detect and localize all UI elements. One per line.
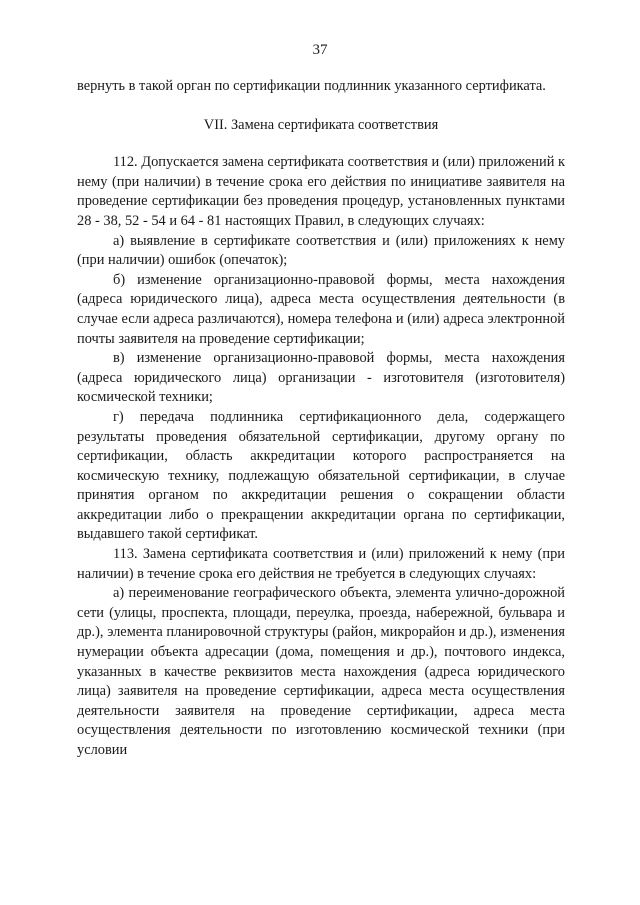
section-heading: VII. Замена сертификата соответствия: [203, 116, 439, 133]
clause-113: 113. Замена сертификата соответствия и (или) приложений к нему (при наличии) в течение срока его действия не требуется в следующих случаях:: [77, 546, 565, 582]
clause-112-g: г) передача подлинника сертификационного дела, содержащего результаты проведения обязательной сертификации, другому органу по сертификации, область аккредитации которого распространяется на космическую технику, подлежащую обязательной сертификации, в случае принятия органом по аккредитации решения о сокращении области аккредитации либо о прекращении аккредитации органа по сертификации, выдавшего такой сертификат.: [77, 408, 565, 543]
clause-113-a: а) переименование географического объекта, элемента улично-дорожной сети (улицы, проспекта, площади, переулка, проезда, набережной, бульвара и др.), элемента планировочной структуры (район, микрорайон и др.), изменения нумерации объекта адресации (дома, помещения и др.), почтового индекса, указанных в качестве реквизитов места нахождения (адреса юридического лица) заявителя на проведение сертификации, адреса места осуществления деятельности заявителя на проведение сертификации, адреса места осуществления деятельности по изготовлению космической техники (при условии: [77, 585, 565, 758]
page-number: 37: [312, 42, 328, 58]
clause-112-b: б) изменение организационно-правовой формы, места нахождения (адреса юридического лица), адреса места осуществления деятельности (в случае если адреса различаются), номера телефона и (или) адреса электронной почты заявителя на проведение сертификации;: [77, 271, 565, 347]
clause-112: 112. Допускается замена сертификата соответствия и (или) приложений к нему (при наличии) в течение срока его действия по инициативе заявителя на проведение сертификации без проведения процедур, установленных пунктами 28 - 38, 52 - 54 и 64 - 81 настоящих Правил, в следующих случаях:: [77, 154, 565, 229]
continued-paragraph: вернуть в такой орган по сертификации подлинник указанного сертификата.: [77, 78, 546, 94]
document-body: [77, 77, 565, 761]
clause-112-v: в) изменение организационно-правовой формы, места нахождения (адреса юридического лица) организации - изготовителя (изготовителя) космической техники;: [77, 350, 565, 406]
clause-112-a: а) выявление в сертификате соответствия и (или) приложениях к нему (при наличии) ошибок (опечаток);: [77, 232, 565, 269]
